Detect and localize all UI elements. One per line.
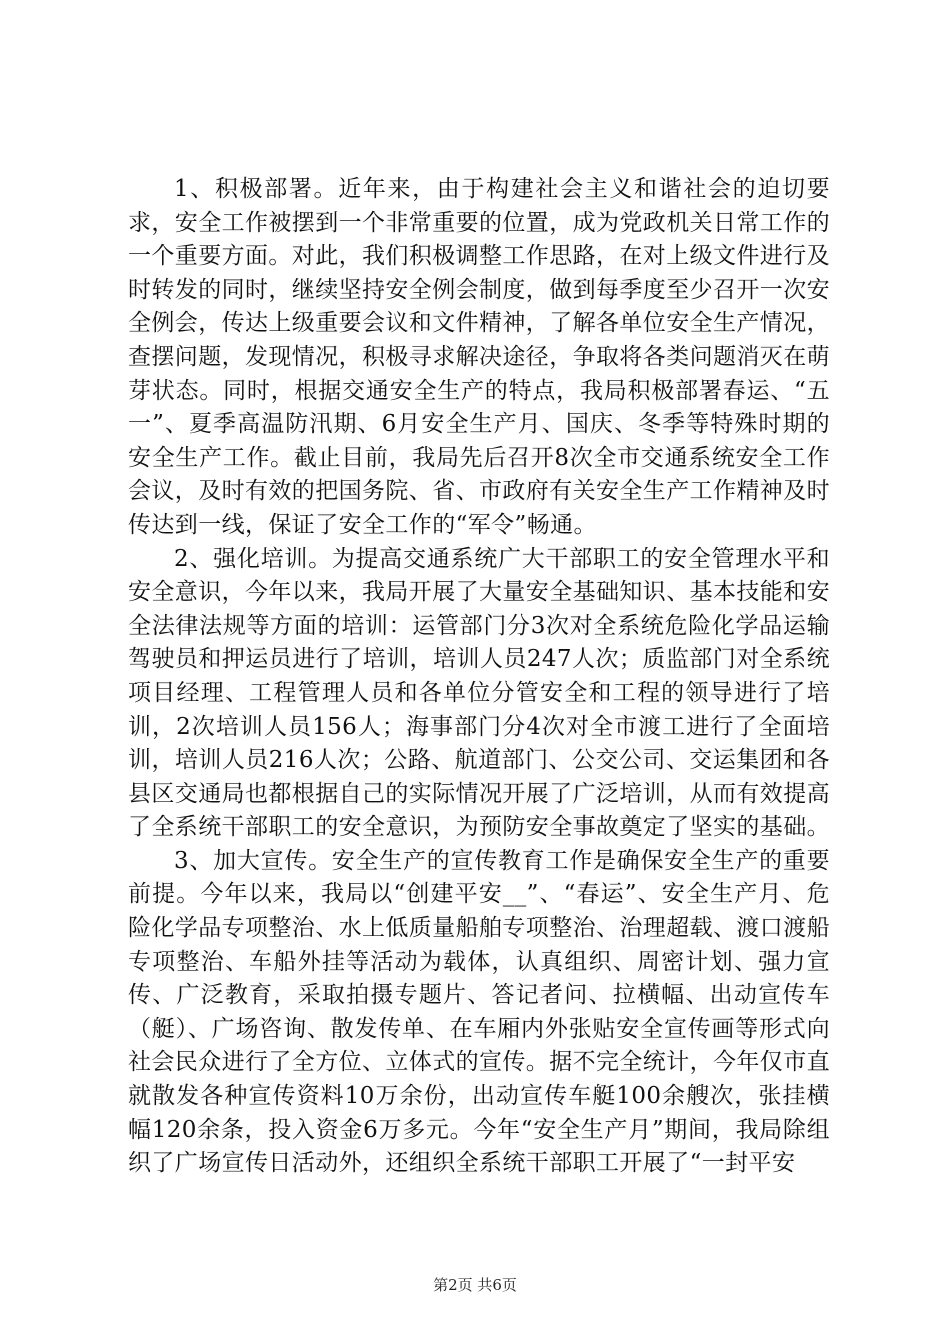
paragraph-training: 2、强化培训。为提高交通系统广大干部职工的安全管理水平和安全意识，今年以来，我局开展了大量安全基础知识、基本技能和安全法律法规等方面的培训：运管部门分3次对全系统危险化学品运输驾驶员和押运员进行了培训，培训人员247人次；质监部门对全系统项目经理、工程管理人员和各单位分管安全和工程的领导进行了培训，2次培训人员156人；海事部门分4次对全市渡工进行了全面培训，培训人员216人次；公路、航道部门、公交公司、交运集团和各县区交通局也都根据自己的实际情况开展了广泛培训，从而有效提高了全系统干部职工的安全意识，为预防安全事故奠定了坚实的基础。 (128, 545, 830, 841)
page-number-footer: 第2页 共6页 (433, 1276, 517, 1294)
paragraph-deployment: 1、积极部署。近年来，由于构建社会主义和谐社会的迫切要求，安全工作被摆到一个非常重要的位置，成为党政机关日常工作的一个重要方面。对此，我们积极调整工作思路，在对上级文件进行及时转发的同时，继续坚持安全例会制度，做到每季度至少召开一次安全例会，传达上级重要会议和文件精神，了解各单位安全生产情况，查摆问题，发现情况，积极寻求解决途径，争取将各类问题消灭在萌芽状态。同时，根据交通安全生产的特点，我局积极部署春运、“五一”、夏季高温防汛期、6月安全生产月、国庆、冬季等特殊时期的安全生产工作。截止目前，我局先后召开8次全市交通系统安全工作会议，及时有效的把国务院、省、市政府有关安全生产工作精神及时传达到一线，保证了安全工作的“军令”畅通。 (128, 176, 830, 538)
paragraph-publicity: 3、加大宣传。安全生产的宣传教育工作是确保安全生产的重要前提。今年以来，我局以“创建平安__”、“春运”、安全生产月、危险化学品专项整治、水上低质量船舶专项整治、治理超载、渡口渡船专项整治、车船外挂等活动为载体，认真组织、周密计划、强力宣传、广泛教育，采取拍摄专题片、答记者问、拉横幅、出动宣传车（艇）、广场咨询、散发传单、在车厢内外张贴安全宣传画等形式向社会民众进行了全方位、立体式的宣传。据不完全统计，今年仅市直就散发各种宣传资料10万余份，出动宣传车艇100余艘次，张挂横幅120余条，投入资金6万多元。今年“安全生产月”期间，我局除组织了广场宣传日活动外，还组织全系统干部职工开展了“一封平安 (128, 847, 830, 1177)
document-body (128, 173, 830, 1181)
